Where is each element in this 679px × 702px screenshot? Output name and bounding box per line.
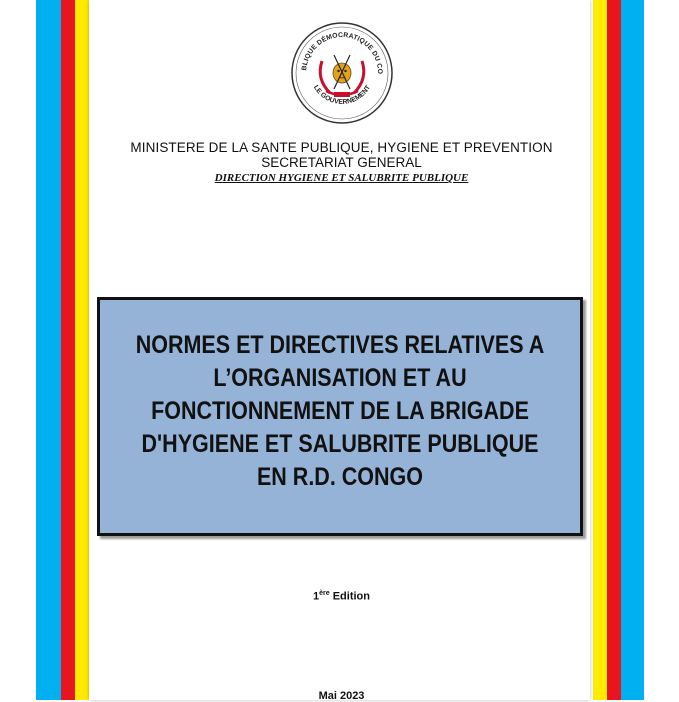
ministry-header xyxy=(100,140,583,186)
publication-date: Mai 2023 xyxy=(318,690,365,702)
ministry-name: MINISTERE DE LA SANTE PUBLIQUE, HYGIENE ET PREVENTION xyxy=(130,140,553,155)
edition-label xyxy=(100,590,583,603)
right-band-blue xyxy=(621,0,644,700)
title-line: D'HYGIENE ET SALUBRITE PUBLIQUE xyxy=(141,430,539,458)
title-box xyxy=(97,297,583,536)
edition-suffix: ère xyxy=(319,590,330,597)
title-line: L’ORGANISATION ET AU xyxy=(213,364,467,392)
seal-bottom-text: LE GOUVERNEMENT xyxy=(311,84,373,106)
right-band-red xyxy=(607,0,621,700)
government-seal xyxy=(290,21,394,125)
document-title xyxy=(134,329,547,494)
title-line: EN R.D. CONGO xyxy=(256,463,424,491)
direction-name: DIRECTION HYGIENE ET SALUBRITE PUBLIQUE xyxy=(214,172,469,184)
edition-word: Edition xyxy=(332,590,370,603)
edition-number: 1 xyxy=(313,590,320,603)
seal-emblem-icon xyxy=(290,21,394,125)
left-band-blue xyxy=(36,0,61,700)
title-line: FONCTIONNEMENT DE LA BRIGADE xyxy=(151,397,529,425)
right-band-yellow xyxy=(593,0,607,700)
title-line: NORMES ET DIRECTIVES RELATIVES A xyxy=(135,331,545,359)
secretariat-name: SECRETARIAT GENERAL xyxy=(261,155,422,170)
left-band-yellow xyxy=(75,0,89,700)
seal-top-text: BLIQUE DÉMOCRATIQUE DU CO xyxy=(301,31,384,75)
left-band-red xyxy=(61,0,75,700)
